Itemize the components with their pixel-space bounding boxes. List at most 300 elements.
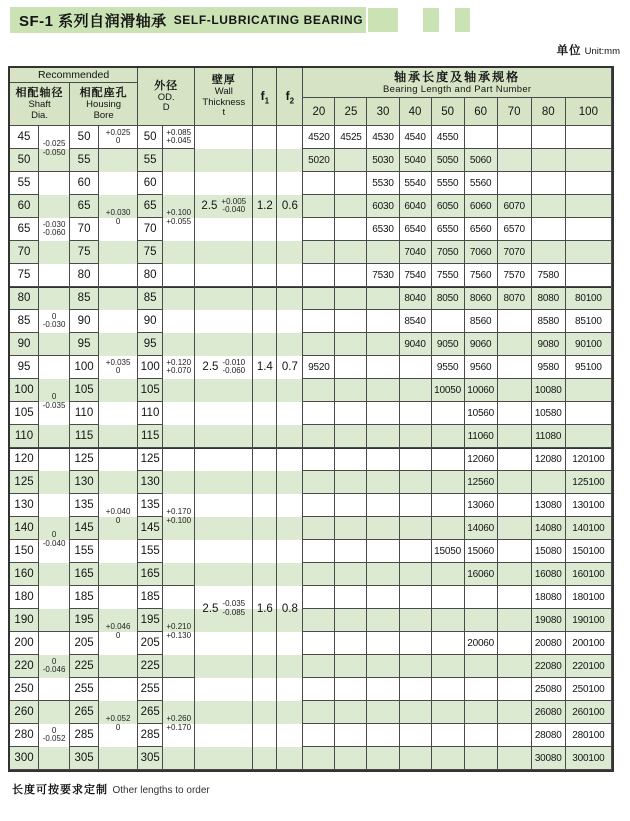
length-col-header: 60 [465, 98, 498, 126]
part-number-cell: 18080 [532, 586, 566, 609]
table-row [10, 448, 612, 471]
part-number-cell [400, 724, 432, 747]
part-number-cell [432, 425, 465, 448]
part-number-cell: 4520 [303, 126, 335, 149]
part-number-cell [335, 195, 367, 218]
part-number-cell [335, 448, 367, 471]
part-number-cell [335, 218, 367, 241]
decor-square-2 [423, 8, 439, 32]
part-number-cell: 5560 [465, 172, 498, 195]
part-number-cell [498, 494, 532, 517]
housing-tol-cell: +0.040 0 [99, 448, 138, 586]
part-number-cell [367, 632, 399, 655]
housing-tol-cell: +0.025 0 [99, 126, 138, 149]
shaft-tol-cell: 0 -0.040 [39, 448, 70, 632]
part-number-cell: 6050 [432, 195, 465, 218]
od-cell: 110 [138, 402, 163, 425]
part-number-cell: 20080 [532, 632, 566, 655]
wall-thickness-cell: 2.5 +0.005 -0.040 [195, 126, 253, 287]
part-number-cell [303, 264, 335, 287]
od-cell: 80 [138, 264, 163, 287]
part-number-cell [303, 448, 335, 471]
length-col-header: 25 [335, 98, 367, 126]
part-number-cell: 8060 [465, 287, 498, 310]
od-cell: 185 [138, 586, 163, 609]
part-number-cell [566, 241, 612, 264]
part-number-cell: 10050 [432, 379, 465, 402]
housing-bore-cell: 55 [70, 149, 99, 172]
unit-label-en: Unit:mm [584, 46, 620, 57]
part-number-cell: 160100 [566, 563, 612, 586]
od-cell: 60 [138, 172, 163, 195]
length-col-header: 30 [367, 98, 399, 126]
part-number-cell: 85100 [566, 310, 612, 333]
part-number-cell [335, 701, 367, 724]
part-number-cell: 280100 [566, 724, 612, 747]
part-number-cell [400, 540, 432, 563]
part-number-cell [367, 310, 399, 333]
part-number-cell [465, 586, 498, 609]
part-number-cell [335, 540, 367, 563]
part-number-cell: 7530 [367, 264, 399, 287]
part-number-cell: 7550 [432, 264, 465, 287]
part-number-cell: 19080 [532, 609, 566, 632]
shaft-dia-cell: 75 [10, 264, 39, 287]
part-number-cell [498, 126, 532, 149]
recommended-header: Recommended [10, 68, 138, 83]
page-title-en: SELF-LUBRICATING BEARING [173, 13, 364, 27]
part-number-cell [303, 747, 335, 770]
part-number-cell [303, 540, 335, 563]
part-number-cell [335, 586, 367, 609]
part-number-cell [432, 563, 465, 586]
part-number-cell [566, 172, 612, 195]
part-number-cell: 15080 [532, 540, 566, 563]
f1-header: $f_1$ [253, 68, 277, 126]
part-number-cell [303, 586, 335, 609]
part-number-cell [465, 724, 498, 747]
part-number-cell [303, 287, 335, 310]
part-number-cell [335, 333, 367, 356]
unit-label-zh: 单位 [556, 45, 582, 57]
housing-bore-cell: 65 [70, 195, 99, 218]
part-number-cell: 9520 [303, 356, 335, 379]
shaft-tol-cell: 0 -0.046 [39, 632, 70, 701]
footer-note-en: Other lengths to order [112, 785, 210, 796]
od-cell: 115 [138, 425, 163, 448]
housing-bore-cell: 80 [70, 264, 99, 287]
od-cell: 85 [138, 287, 163, 310]
part-number-cell [566, 149, 612, 172]
shaft-dia-cell: 65 [10, 218, 39, 241]
part-number-cell [400, 448, 432, 471]
part-number-cell: 6070 [498, 195, 532, 218]
f1-cell: 1.6 [253, 448, 277, 770]
part-number-cell [498, 425, 532, 448]
part-number-cell [400, 747, 432, 770]
part-number-cell [532, 195, 566, 218]
housing-bore-cell: 255 [70, 678, 99, 701]
part-number-cell: 95100 [566, 356, 612, 379]
part-number-cell [367, 655, 399, 678]
page-title [10, 7, 366, 33]
housing-bore-cell: 60 [70, 172, 99, 195]
od-tol-cell: +0.085 +0.045 [163, 126, 195, 149]
od-cell: 55 [138, 149, 163, 172]
unit-label [557, 45, 620, 58]
part-number-cell: 7540 [400, 264, 432, 287]
footer-note-zh: 长度可按要求定制 [12, 784, 108, 796]
od-tol-cell: +0.260 +0.170 [163, 678, 195, 770]
part-number-cell [335, 563, 367, 586]
part-number-cell [498, 724, 532, 747]
part-number-cell: 6030 [367, 195, 399, 218]
od-cell: 100 [138, 356, 163, 379]
shaft-dia-cell: 280 [10, 724, 39, 747]
length-col-header: 50 [432, 98, 465, 126]
housing-bore-cell: 95 [70, 333, 99, 356]
part-number-cell [303, 402, 335, 425]
housing-bore-cell: 100 [70, 356, 99, 379]
part-number-cell [367, 402, 399, 425]
wall-thickness-cell: 2.5 -0.035 -0.085 [195, 448, 253, 770]
table-row [10, 287, 612, 310]
part-number-cell [367, 356, 399, 379]
part-number-cell [335, 724, 367, 747]
od-cell: 305 [138, 747, 163, 770]
table-row [10, 678, 612, 701]
part-number-cell: 25080 [532, 678, 566, 701]
table-row [10, 149, 612, 172]
od-cell: 50 [138, 126, 163, 149]
od-tol-cell: +0.120 +0.070 [163, 287, 195, 448]
part-number-cell [498, 310, 532, 333]
part-number-cell: 130100 [566, 494, 612, 517]
part-number-cell: 8580 [532, 310, 566, 333]
part-number-cell: 7560 [465, 264, 498, 287]
part-number-cell [335, 264, 367, 287]
part-number-cell: 9060 [465, 333, 498, 356]
part-number-cell [303, 701, 335, 724]
part-number-cell [335, 747, 367, 770]
part-number-cell [303, 195, 335, 218]
od-tol-cell: +0.170 +0.100 [163, 448, 195, 586]
shaft-dia-cell: 130 [10, 494, 39, 517]
part-number-cell [432, 632, 465, 655]
part-number-cell: 9050 [432, 333, 465, 356]
part-number-cell [400, 655, 432, 678]
part-number-cell [367, 241, 399, 264]
part-number-cell [432, 724, 465, 747]
od-cell: 105 [138, 379, 163, 402]
part-number-cell [367, 540, 399, 563]
shaft-dia-header: 相配轴径 Shaft Dia. [10, 83, 70, 126]
part-number-cell [400, 356, 432, 379]
part-number-cell: 300100 [566, 747, 612, 770]
shaft-dia-cell: 140 [10, 517, 39, 540]
f1-cell: 1.2 [253, 126, 277, 287]
page-title-zh: SF-1 系列自润滑轴承 [19, 12, 167, 30]
part-number-cell [532, 241, 566, 264]
housing-bore-cell: 145 [70, 517, 99, 540]
f2-cell: 0.6 [277, 126, 303, 287]
part-number-cell [335, 655, 367, 678]
part-number-cell [498, 379, 532, 402]
part-number-cell [400, 425, 432, 448]
part-number-cell [465, 609, 498, 632]
part-number-cell: 140100 [566, 517, 612, 540]
part-number-cell [498, 448, 532, 471]
part-number-cell [335, 356, 367, 379]
od-cell: 155 [138, 540, 163, 563]
wall-thickness-header: 壁厚 Wall Thickness t [195, 68, 253, 126]
part-number-cell: 125100 [566, 471, 612, 494]
part-number-cell [303, 471, 335, 494]
housing-bore-cell: 265 [70, 701, 99, 724]
part-number-cell [335, 379, 367, 402]
part-number-cell: 150100 [566, 540, 612, 563]
part-number-cell [335, 149, 367, 172]
f2-cell: 0.7 [277, 287, 303, 448]
shaft-dia-cell: 105 [10, 402, 39, 425]
part-number-cell [432, 747, 465, 770]
part-number-cell [400, 701, 432, 724]
shaft-dia-cell: 260 [10, 701, 39, 724]
bearing-spec-table [8, 66, 614, 772]
part-number-cell: 6040 [400, 195, 432, 218]
part-number-cell [498, 655, 532, 678]
part-number-cell [566, 218, 612, 241]
part-number-cell: 260100 [566, 701, 612, 724]
part-number-cell [498, 747, 532, 770]
f1-cell: 1.4 [253, 287, 277, 448]
part-number-cell [432, 448, 465, 471]
part-number-cell: 16060 [465, 563, 498, 586]
part-number-cell: 6060 [465, 195, 498, 218]
part-number-cell: 14080 [532, 517, 566, 540]
part-number-cell [335, 517, 367, 540]
length-col-header: 20 [303, 98, 335, 126]
wall-thickness-cell: 2.5 -0.010 -0.060 [195, 287, 253, 448]
part-number-cell [566, 264, 612, 287]
part-number-cell [400, 402, 432, 425]
part-number-cell [498, 609, 532, 632]
shaft-tol-cell: 0 -0.030 [39, 287, 70, 356]
shaft-tol-cell: 0 -0.035 [39, 356, 70, 448]
part-number-cell [498, 701, 532, 724]
part-number-cell [432, 701, 465, 724]
part-number-cell: 9550 [432, 356, 465, 379]
part-number-cell [465, 126, 498, 149]
shaft-dia-cell: 150 [10, 540, 39, 563]
part-number-cell [432, 471, 465, 494]
shaft-tol-cell: -0.030 -0.060 [39, 172, 70, 287]
part-number-cell [303, 425, 335, 448]
part-number-cell: 10560 [465, 402, 498, 425]
part-number-cell [566, 425, 612, 448]
part-number-cell: 5050 [432, 149, 465, 172]
part-number-cell [400, 609, 432, 632]
footer-note [12, 780, 210, 798]
part-number-cell: 5540 [400, 172, 432, 195]
housing-tol-cell: +0.046 0 [99, 586, 138, 678]
part-number-cell [367, 517, 399, 540]
part-number-cell: 16080 [532, 563, 566, 586]
part-number-cell [303, 655, 335, 678]
od-cell: 255 [138, 678, 163, 701]
od-cell: 65 [138, 195, 163, 218]
table-row [10, 126, 612, 149]
part-number-cell: 220100 [566, 655, 612, 678]
od-cell: 95 [138, 333, 163, 356]
housing-bore-cell: 305 [70, 747, 99, 770]
part-number-cell [498, 563, 532, 586]
part-number-cell [432, 586, 465, 609]
part-number-cell: 6550 [432, 218, 465, 241]
part-number-cell [498, 678, 532, 701]
length-col-header: 100 [566, 98, 612, 126]
part-number-cell [367, 586, 399, 609]
part-number-cell [498, 172, 532, 195]
part-number-cell [367, 563, 399, 586]
part-number-cell [400, 678, 432, 701]
part-number-cell: 7040 [400, 241, 432, 264]
part-number-cell [335, 310, 367, 333]
housing-bore-cell: 115 [70, 425, 99, 448]
shaft-dia-cell: 50 [10, 149, 39, 172]
housing-bore-cell: 90 [70, 310, 99, 333]
shaft-tol-cell: -0.025 -0.050 [39, 126, 70, 172]
part-number-cell [498, 356, 532, 379]
shaft-dia-cell: 95 [10, 356, 39, 379]
part-number-cell [303, 563, 335, 586]
part-number-cell [367, 333, 399, 356]
housing-bore-cell: 85 [70, 287, 99, 310]
part-number-cell [532, 149, 566, 172]
part-number-cell: 10080 [532, 379, 566, 402]
part-number-cell: 5040 [400, 149, 432, 172]
shaft-tol-cell: 0 -0.052 [39, 701, 70, 770]
part-number-cell [367, 609, 399, 632]
shaft-dia-cell: 125 [10, 471, 39, 494]
part-number-cell [335, 241, 367, 264]
shaft-dia-cell: 110 [10, 425, 39, 448]
part-number-cell [367, 678, 399, 701]
part-number-cell: 200100 [566, 632, 612, 655]
part-number-cell [367, 494, 399, 517]
part-number-cell [532, 471, 566, 494]
part-number-cell [432, 494, 465, 517]
housing-tol-cell: +0.035 0 [99, 287, 138, 448]
part-number-cell: 7070 [498, 241, 532, 264]
part-number-cell: 8560 [465, 310, 498, 333]
housing-bore-cell: 285 [70, 724, 99, 747]
od-tol-cell: +0.210 +0.130 [163, 586, 195, 678]
part-number-cell: 180100 [566, 586, 612, 609]
housing-bore-cell: 50 [70, 126, 99, 149]
part-number-cell: 13080 [532, 494, 566, 517]
part-number-cell: 4525 [335, 126, 367, 149]
part-number-cell [532, 218, 566, 241]
part-number-cell: 6530 [367, 218, 399, 241]
od-cell: 195 [138, 609, 163, 632]
part-number-cell: 12060 [465, 448, 498, 471]
part-number-cell [432, 609, 465, 632]
part-number-cell [303, 724, 335, 747]
part-number-cell: 22080 [532, 655, 566, 678]
bearing-table [10, 68, 612, 770]
part-number-cell [303, 632, 335, 655]
part-number-cell: 15060 [465, 540, 498, 563]
part-number-cell: 90100 [566, 333, 612, 356]
part-number-cell [303, 241, 335, 264]
part-number-cell: 250100 [566, 678, 612, 701]
od-cell: 265 [138, 701, 163, 724]
part-number-cell: 7060 [465, 241, 498, 264]
shaft-dia-cell: 80 [10, 287, 39, 310]
part-number-cell [367, 379, 399, 402]
part-number-cell: 190100 [566, 609, 612, 632]
shaft-dia-cell: 180 [10, 586, 39, 609]
part-number-cell: 30080 [532, 747, 566, 770]
od-cell: 70 [138, 218, 163, 241]
part-number-cell [367, 471, 399, 494]
part-number-cell [498, 586, 532, 609]
part-number-cell [532, 172, 566, 195]
part-number-cell [465, 678, 498, 701]
part-number-cell [303, 517, 335, 540]
od-cell: 130 [138, 471, 163, 494]
housing-bore-cell: 195 [70, 609, 99, 632]
shaft-dia-cell: 300 [10, 747, 39, 770]
part-number-cell: 13060 [465, 494, 498, 517]
od-cell: 145 [138, 517, 163, 540]
housing-bore-cell: 125 [70, 448, 99, 471]
housing-bore-cell: 135 [70, 494, 99, 517]
part-number-cell [400, 379, 432, 402]
part-number-cell [498, 471, 532, 494]
part-number-cell: 8080 [532, 287, 566, 310]
length-col-header: 70 [498, 98, 532, 126]
part-number-cell [367, 747, 399, 770]
part-number-cell [367, 448, 399, 471]
part-number-cell [303, 172, 335, 195]
shaft-dia-cell: 45 [10, 126, 39, 149]
part-number-cell [335, 425, 367, 448]
part-number-cell: 12080 [532, 448, 566, 471]
part-number-cell [367, 287, 399, 310]
housing-bore-cell: 165 [70, 563, 99, 586]
shaft-dia-cell: 120 [10, 448, 39, 471]
part-number-cell: 6540 [400, 218, 432, 241]
part-number-cell [498, 333, 532, 356]
bearing-length-header: 轴承长度及轴承规格 Bearing Length and Part Number [303, 68, 612, 98]
part-number-cell: 26080 [532, 701, 566, 724]
decor-square-1 [368, 8, 398, 32]
part-number-cell: 9560 [465, 356, 498, 379]
part-number-cell [498, 402, 532, 425]
part-number-cell [498, 632, 532, 655]
part-number-cell: 6560 [465, 218, 498, 241]
part-number-cell [303, 218, 335, 241]
part-number-cell [432, 310, 465, 333]
part-number-cell: 5060 [465, 149, 498, 172]
part-number-cell: 5530 [367, 172, 399, 195]
od-cell: 165 [138, 563, 163, 586]
housing-bore-cell: 155 [70, 540, 99, 563]
part-number-cell [367, 724, 399, 747]
part-number-cell [400, 517, 432, 540]
